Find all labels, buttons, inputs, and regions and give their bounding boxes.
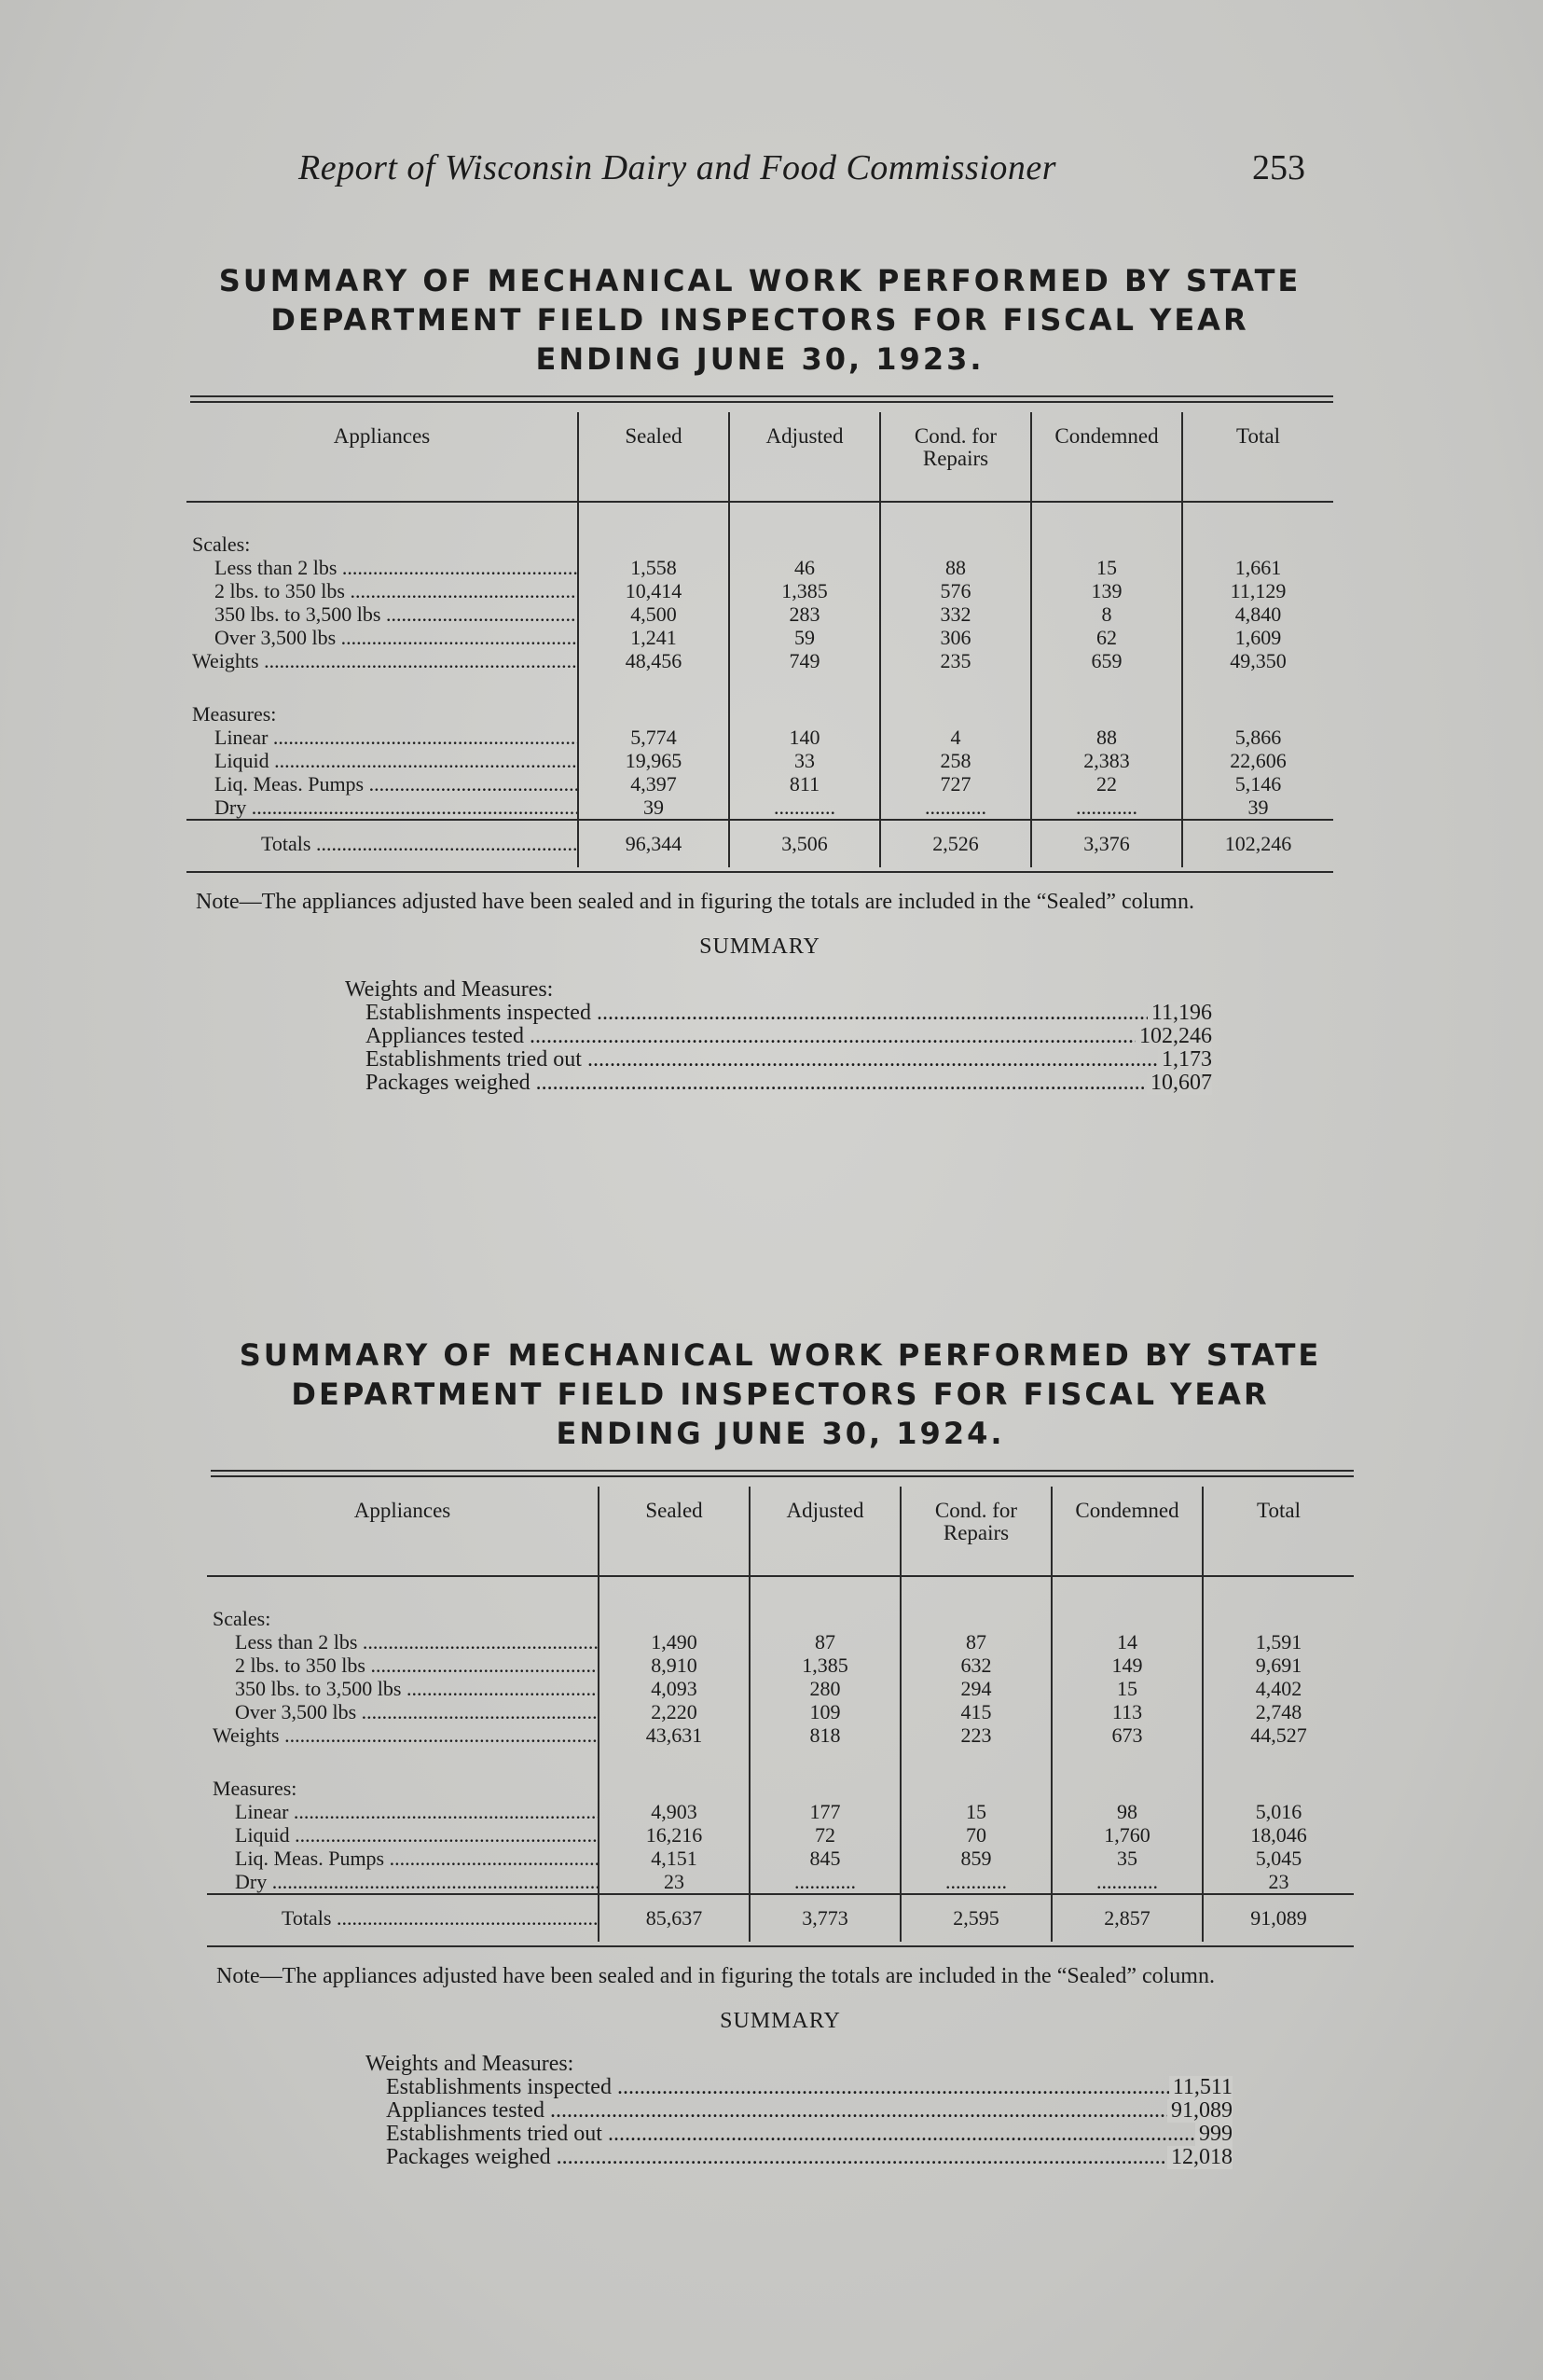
empty-cell (729, 533, 880, 556)
row-label: Liq. Meas. Pumps ..... (235, 1847, 599, 1870)
cell-sealed: 43,631 (599, 1723, 750, 1747)
cell-adjusted: 845 (750, 1847, 901, 1870)
row-label: 350 lbs. to 3,500 lbs ..... (214, 602, 578, 626)
cell-total: 4,402 (1203, 1677, 1354, 1700)
row-label-cell (186, 626, 578, 649)
cell-total: 5,146 (1182, 772, 1333, 796)
cell-condemned: 88 (1031, 726, 1182, 749)
cell-condemned: 659 (1031, 649, 1182, 672)
cell-total: 1,609 (1182, 626, 1333, 649)
table-row (207, 1654, 1354, 1677)
cell-adjusted: 811 (729, 772, 880, 796)
cell-cond: 87 (901, 1630, 1052, 1654)
summary-item-label: Establishments inspected ..... (386, 2076, 1233, 2099)
spacer-cell (880, 672, 1031, 702)
section-title-line: DEPARTMENT FIELD INSPECTORS FOR FISCAL YEAR (270, 302, 1249, 338)
row-label: Linear ..... (235, 1800, 599, 1823)
row-label-cell (186, 579, 578, 602)
spacer-row (186, 672, 1333, 702)
cell-sealed: 4,903 (599, 1800, 750, 1823)
section-title-line: SUMMARY OF MECHANICAL WORK PERFORMED BY STATE (218, 263, 1302, 298)
row-label-cell (186, 772, 578, 796)
spacer-cell (1052, 1576, 1203, 1607)
summary-item (365, 2146, 1233, 2169)
summary-item-value: 12,018 (1167, 2146, 1233, 2169)
empty-cell (750, 1607, 901, 1630)
scales-group-label: Scales: (192, 533, 251, 556)
cell-condemned: 15 (1031, 556, 1182, 579)
cell-total: 91,089 (1203, 1894, 1354, 1942)
row-label: Dry ..... (235, 1870, 599, 1893)
cell-adjusted: 59 (729, 626, 880, 649)
page-number: 253 (1252, 148, 1305, 187)
cell-cond: 88 (880, 556, 1031, 579)
appliance-data-table (207, 1487, 1354, 1942)
cell-adjusted: 3,506 (729, 820, 880, 867)
cell-cond: 859 (901, 1847, 1052, 1870)
cell-adjusted: 283 (729, 602, 880, 626)
row-label: 350 lbs. to 3,500 lbs ..... (235, 1677, 599, 1700)
cell-adjusted: 280 (750, 1677, 901, 1700)
cell-sealed: 1,558 (578, 556, 729, 579)
cell-cond: 15 (901, 1800, 1052, 1823)
row-label-cell (186, 820, 578, 867)
row-label: Linear ..... (214, 726, 578, 749)
summary-item (365, 2076, 1233, 2099)
cell-adjusted: 109 (750, 1700, 901, 1723)
cell-total: 44,527 (1203, 1723, 1354, 1747)
row-label-cell (207, 1677, 599, 1700)
col-header-appliances: Appliances (207, 1487, 599, 1576)
row-label-cell (207, 1870, 599, 1894)
cell-condemned: 139 (1031, 579, 1182, 602)
scales-group-label: Scales: (213, 1607, 271, 1630)
row-label-cell (186, 556, 578, 579)
summary-item (345, 1072, 1212, 1095)
measures-group-label: Measures: (213, 1777, 297, 1800)
table-row-weights (186, 649, 1333, 672)
scales-group (186, 533, 1333, 556)
section-title (207, 1335, 1354, 1453)
spacer-cell (729, 672, 880, 702)
table-row (186, 796, 1333, 820)
cell-total: 102,246 (1182, 820, 1333, 867)
empty-cell (729, 702, 880, 726)
cell-condemned: 673 (1052, 1723, 1203, 1747)
spacer-cell (186, 672, 578, 702)
cell-adjusted: 1,385 (729, 579, 880, 602)
summary-item-value: 999 (1195, 2123, 1233, 2146)
empty-cell (1031, 533, 1182, 556)
table-row (186, 726, 1333, 749)
table-row (207, 1700, 1354, 1723)
empty-cell (1031, 702, 1182, 726)
row-label: Dry ..... (214, 796, 578, 819)
cell-cond: 576 (880, 579, 1031, 602)
table-row (186, 556, 1333, 579)
summary-item-label: Establishments inspected ..... (365, 1002, 1212, 1025)
appliance-table (207, 1470, 1354, 1947)
spacer-cell (578, 502, 729, 533)
cell-sealed: 1,241 (578, 626, 729, 649)
cell-cond: 632 (901, 1654, 1052, 1677)
cell-adjusted: ............ (729, 796, 880, 820)
row-label: Liq. Meas. Pumps ..... (214, 772, 578, 796)
cell-sealed: 4,397 (578, 772, 729, 796)
cell-cond: 70 (901, 1823, 1052, 1847)
spacer-cell (901, 1576, 1052, 1607)
empty-cell (901, 1607, 1052, 1630)
summary-list (365, 2053, 1233, 2169)
empty-cell (599, 1777, 750, 1800)
cell-adjusted: 140 (729, 726, 880, 749)
cell-sealed: 16,216 (599, 1823, 750, 1847)
cell-condemned: ............ (1031, 796, 1182, 820)
row-label-cell (186, 796, 578, 820)
cell-sealed: 4,151 (599, 1847, 750, 1870)
scales-group (207, 1607, 1354, 1630)
col-header-condemned: Condemned (1052, 1487, 1203, 1576)
cell-adjusted: 177 (750, 1800, 901, 1823)
summary-group-label: Weights and Measures: (345, 978, 554, 1002)
spacer-cell (207, 1576, 599, 1607)
summary-list (345, 978, 1212, 1095)
cell-total: 9,691 (1203, 1654, 1354, 1677)
table-row (207, 1677, 1354, 1700)
cell-total: 23 (1203, 1870, 1354, 1894)
section-1924 (207, 1335, 1354, 2169)
cell-total: 2,748 (1203, 1700, 1354, 1723)
cell-cond: 258 (880, 749, 1031, 772)
cell-cond: 294 (901, 1677, 1052, 1700)
empty-cell (901, 1777, 1052, 1800)
table-row (186, 772, 1333, 796)
summary-item-value: 1,173 (1158, 1048, 1212, 1072)
table-note: Note—The appliances adjusted have been sealed and in figuring the totals are included in the “Sealed” column. (216, 1964, 1215, 1988)
col-header-total: Total (1182, 412, 1333, 502)
row-label: Weights ..... (192, 649, 578, 672)
spacer-cell (578, 672, 729, 702)
spacer-cell (1031, 672, 1182, 702)
measures-group-label: Measures: (192, 702, 277, 726)
cell-sealed: 39 (578, 796, 729, 820)
row-label: Liquid ..... (214, 749, 578, 772)
cell-cond: 2,526 (880, 820, 1031, 867)
row-label: Totals ..... (261, 832, 578, 855)
cell-adjusted: ............ (750, 1870, 901, 1894)
row-label-cell (207, 1894, 599, 1942)
summary-item-value: 91,089 (1167, 2099, 1233, 2123)
cell-adjusted: 818 (750, 1723, 901, 1747)
row-label-cell (207, 1723, 599, 1747)
section-1923 (186, 261, 1333, 1095)
cell-sealed: 5,774 (578, 726, 729, 749)
running-title: Report of Wisconsin Dairy and Food Commissioner (298, 148, 1057, 187)
cell-total: 1,661 (1182, 556, 1333, 579)
spacer-row (207, 1747, 1354, 1777)
cell-condemned: 3,376 (1031, 820, 1182, 867)
row-label: Less than 2 lbs ..... (214, 556, 578, 579)
empty-cell (1203, 1607, 1354, 1630)
cell-sealed: 85,637 (599, 1894, 750, 1942)
row-label: Liquid ..... (235, 1823, 599, 1847)
spacer-cell (1031, 502, 1182, 533)
cell-condemned: 113 (1052, 1700, 1203, 1723)
cell-adjusted: 72 (750, 1823, 901, 1847)
row-label-cell (186, 749, 578, 772)
row-label-cell (186, 602, 578, 626)
summary-item (345, 1048, 1212, 1072)
col-header-total: Total (1203, 1487, 1354, 1576)
section-title-line: ENDING JUNE 30, 1923. (535, 341, 985, 377)
spacer-cell (1182, 672, 1333, 702)
row-label-cell (207, 1700, 599, 1723)
cell-sealed: 1,490 (599, 1630, 750, 1654)
cell-cond: 223 (901, 1723, 1052, 1747)
cell-adjusted: 3,773 (750, 1894, 901, 1942)
empty-cell (1182, 533, 1333, 556)
cell-sealed: 19,965 (578, 749, 729, 772)
table-row-totals (186, 820, 1333, 867)
table-row (186, 602, 1333, 626)
table-row (186, 749, 1333, 772)
spacer-cell (1203, 1576, 1354, 1607)
spacer-cell (186, 502, 578, 533)
cell-cond: 2,595 (901, 1894, 1052, 1942)
table-row (207, 1630, 1354, 1654)
table-top-rule (190, 395, 1333, 403)
cell-cond: 235 (880, 649, 1031, 672)
cell-adjusted: 749 (729, 649, 880, 672)
table-row (186, 579, 1333, 602)
section-title-line: ENDING JUNE 30, 1924. (556, 1416, 1005, 1451)
col-header-cond-for-repairs: Cond. for Repairs (901, 1487, 1052, 1576)
summary-item-label: Packages weighed ..... (386, 2146, 1217, 2169)
summary-item-value: 102,246 (1136, 1025, 1212, 1048)
col-header-sealed: Sealed (599, 1487, 750, 1576)
row-label-cell (207, 1654, 599, 1677)
summary-heading: SUMMARY (720, 2009, 841, 2033)
row-label-cell (207, 1823, 599, 1847)
appliance-table (186, 395, 1333, 873)
spacer-cell (1052, 1747, 1203, 1777)
empty-cell (1182, 702, 1333, 726)
cell-cond: 4 (880, 726, 1031, 749)
cell-adjusted: 46 (729, 556, 880, 579)
empty-cell (1203, 1777, 1354, 1800)
cell-condemned: 1,760 (1052, 1823, 1203, 1847)
cell-adjusted: 1,385 (750, 1654, 901, 1677)
cell-sealed: 4,093 (599, 1677, 750, 1700)
empty-cell (578, 533, 729, 556)
cell-sealed: 8,910 (599, 1654, 750, 1677)
empty-cell (750, 1777, 901, 1800)
table-row (207, 1800, 1354, 1823)
cell-total: 5,016 (1203, 1800, 1354, 1823)
spacer-row (207, 1576, 1354, 1607)
cell-cond: 332 (880, 602, 1031, 626)
cell-cond: 727 (880, 772, 1031, 796)
cell-sealed: 48,456 (578, 649, 729, 672)
summary-item-label: Establishments tried out ..... (365, 1048, 1212, 1072)
cell-sealed: 96,344 (578, 820, 729, 867)
header-row (186, 412, 1333, 502)
section-title (186, 261, 1333, 379)
cell-sealed: 10,414 (578, 579, 729, 602)
cell-cond: 415 (901, 1700, 1052, 1723)
summary-group-label: Weights and Measures: (365, 2053, 574, 2076)
appliance-data-table (186, 412, 1333, 867)
cell-total: 18,046 (1203, 1823, 1354, 1847)
spacer-cell (729, 502, 880, 533)
summary-item-label: Establishments tried out ..... (386, 2123, 1233, 2146)
spacer-cell (1182, 502, 1333, 533)
empty-cell (599, 1607, 750, 1630)
row-label-cell (207, 1847, 599, 1870)
spacer-row (186, 502, 1333, 533)
spacer-cell (599, 1576, 750, 1607)
col-header-cond-for-repairs: Cond. for Repairs (880, 412, 1031, 502)
row-label-cell (186, 649, 578, 672)
summary-item (365, 2123, 1233, 2146)
row-label: Over 3,500 lbs ..... (214, 626, 578, 649)
row-label: Totals ..... (282, 1906, 599, 1930)
cell-total: 49,350 (1182, 649, 1333, 672)
cell-total: 1,591 (1203, 1630, 1354, 1654)
table-row (207, 1847, 1354, 1870)
spacer-cell (599, 1747, 750, 1777)
summary-item-value: 11,511 (1169, 2076, 1233, 2099)
cell-cond: ............ (880, 796, 1031, 820)
cell-cond: ............ (901, 1870, 1052, 1894)
cell-sealed: 2,220 (599, 1700, 750, 1723)
row-label: Less than 2 lbs ..... (235, 1630, 599, 1654)
table-row (207, 1823, 1354, 1847)
cell-total: 5,045 (1203, 1847, 1354, 1870)
row-label-cell (207, 1630, 599, 1654)
header-row (207, 1487, 1354, 1576)
summary-item (345, 1002, 1212, 1025)
cell-total: 22,606 (1182, 749, 1333, 772)
empty-cell (578, 702, 729, 726)
col-header-sealed: Sealed (578, 412, 729, 502)
row-label-cell (186, 726, 578, 749)
running-head (298, 147, 1305, 194)
cell-condemned: 2,857 (1052, 1894, 1203, 1942)
col-header-adjusted: Adjusted (750, 1487, 901, 1576)
cell-cond: 306 (880, 626, 1031, 649)
cell-condemned: 62 (1031, 626, 1182, 649)
cell-condemned: ............ (1052, 1870, 1203, 1894)
row-label: 2 lbs. to 350 lbs ..... (214, 579, 578, 602)
spacer-cell (880, 502, 1031, 533)
summary-item-label: Packages weighed ..... (365, 1072, 1196, 1095)
summary-item-value: 10,607 (1147, 1072, 1212, 1095)
cell-condemned: 15 (1052, 1677, 1203, 1700)
table-row-weights (207, 1723, 1354, 1747)
cell-condemned: 22 (1031, 772, 1182, 796)
table-bottom-rule (186, 871, 1333, 873)
section-title-line: DEPARTMENT FIELD INSPECTORS FOR FISCAL YEAR (291, 1377, 1270, 1412)
table-row-totals (207, 1894, 1354, 1942)
cell-condemned: 35 (1052, 1847, 1203, 1870)
spacer-cell (901, 1747, 1052, 1777)
col-header-condemned: Condemned (1031, 412, 1182, 502)
summary-item-value: 11,196 (1148, 1002, 1212, 1025)
cell-condemned: 98 (1052, 1800, 1203, 1823)
measures-group (186, 702, 1333, 726)
row-label-cell (207, 1800, 599, 1823)
summary-item (345, 1025, 1212, 1048)
section-title-line: SUMMARY OF MECHANICAL WORK PERFORMED BY STATE (239, 1337, 1322, 1373)
col-header-adjusted: Adjusted (729, 412, 880, 502)
row-label: Over 3,500 lbs ..... (235, 1700, 599, 1723)
row-label: Weights ..... (213, 1723, 599, 1747)
row-label: 2 lbs. to 350 lbs ..... (235, 1654, 599, 1677)
spacer-cell (207, 1747, 599, 1777)
empty-cell (880, 702, 1031, 726)
table-row (207, 1870, 1354, 1894)
summary-item-label: Appliances tested ..... (386, 2099, 1210, 2123)
cell-total: 5,866 (1182, 726, 1333, 749)
empty-cell (1052, 1607, 1203, 1630)
summary-item (365, 2099, 1233, 2123)
spacer-cell (750, 1747, 901, 1777)
table-top-rule (211, 1470, 1354, 1477)
summary-heading: SUMMARY (699, 934, 820, 959)
cell-condemned: 8 (1031, 602, 1182, 626)
cell-adjusted: 87 (750, 1630, 901, 1654)
cell-total: 11,129 (1182, 579, 1333, 602)
measures-group (207, 1777, 1354, 1800)
spacer-cell (1203, 1747, 1354, 1777)
table-bottom-rule (207, 1945, 1354, 1947)
cell-sealed: 23 (599, 1870, 750, 1894)
cell-total: 4,840 (1182, 602, 1333, 626)
empty-cell (1052, 1777, 1203, 1800)
empty-cell (880, 533, 1031, 556)
cell-condemned: 14 (1052, 1630, 1203, 1654)
cell-condemned: 2,383 (1031, 749, 1182, 772)
cell-total: 39 (1182, 796, 1333, 820)
cell-sealed: 4,500 (578, 602, 729, 626)
cell-condemned: 149 (1052, 1654, 1203, 1677)
cell-adjusted: 33 (729, 749, 880, 772)
col-header-appliances: Appliances (186, 412, 578, 502)
table-note: Note—The appliances adjusted have been sealed and in figuring the totals are included in the “Sealed” column. (196, 890, 1194, 914)
spacer-cell (750, 1576, 901, 1607)
table-row (186, 626, 1333, 649)
summary-item-label: Appliances tested ..... (365, 1025, 1190, 1048)
